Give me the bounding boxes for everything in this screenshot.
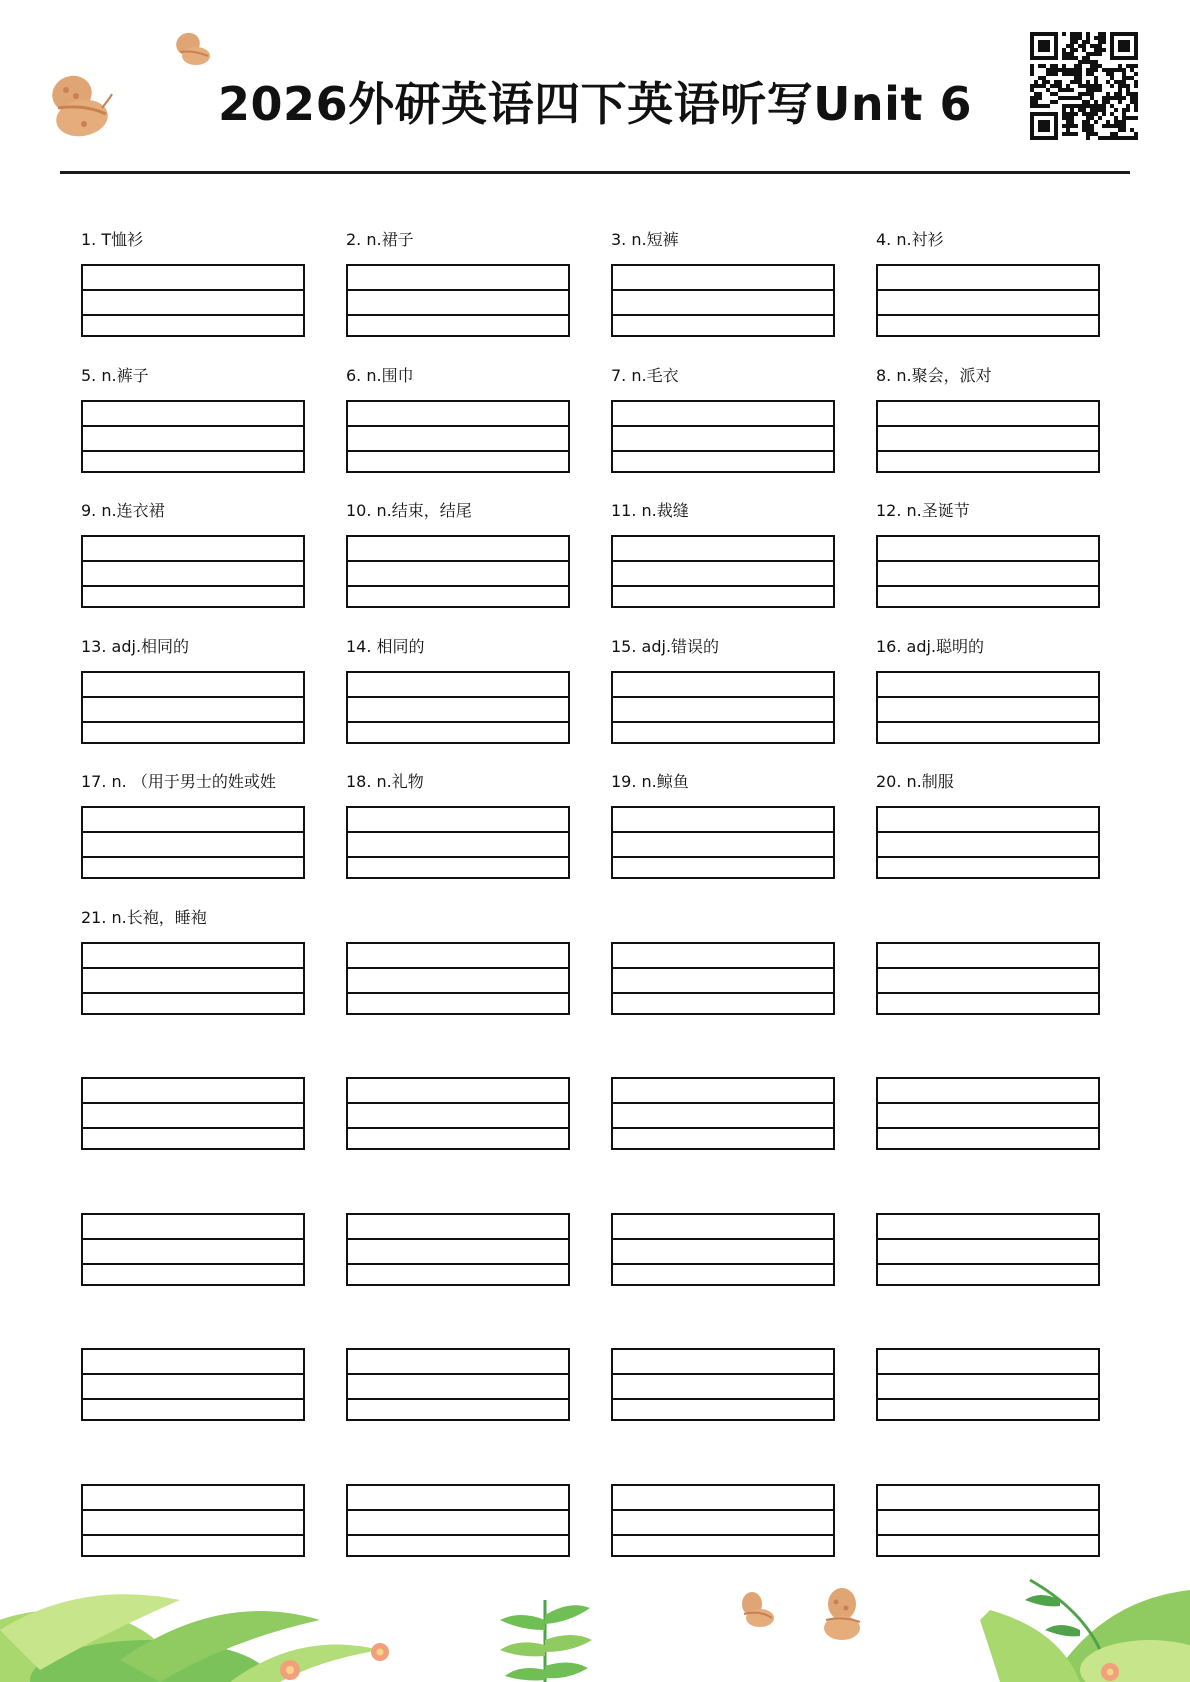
writing-guideline — [613, 1373, 833, 1375]
writing-guideline — [878, 1127, 1098, 1129]
writing-guideline — [83, 856, 303, 858]
item-prompt: 16. adj.聪明的 — [876, 637, 985, 656]
writing-guideline — [613, 856, 833, 858]
item-prompt: 13. adj.相同的 — [81, 637, 190, 656]
writing-guideline — [348, 450, 568, 452]
dictation-item — [876, 1449, 1104, 1557]
answer-writing-box[interactable] — [346, 400, 570, 473]
dictation-item — [611, 1313, 839, 1421]
dictation-item — [81, 1042, 309, 1150]
answer-writing-box[interactable] — [81, 942, 305, 1015]
writing-guideline — [83, 992, 303, 994]
answer-writing-box[interactable] — [346, 535, 570, 608]
dictation-item — [611, 907, 839, 1015]
writing-guideline — [613, 1238, 833, 1240]
answer-writing-box[interactable] — [876, 806, 1100, 879]
dictation-item — [876, 1042, 1104, 1150]
writing-guideline — [348, 1238, 568, 1240]
writing-guideline — [348, 585, 568, 587]
dictation-item — [611, 500, 839, 608]
dictation-item — [346, 771, 574, 879]
item-prompt: 6. n.围巾 — [346, 366, 414, 385]
writing-guideline — [613, 1127, 833, 1129]
writing-guideline — [348, 1373, 568, 1375]
dictation-item — [346, 229, 574, 337]
writing-guideline — [83, 314, 303, 316]
answer-writing-box[interactable] — [346, 1077, 570, 1150]
butterfly-icon — [44, 68, 114, 140]
dictation-item — [81, 1178, 309, 1286]
answer-writing-box[interactable] — [81, 264, 305, 337]
dictation-item — [81, 500, 309, 608]
item-prompt — [346, 1313, 574, 1335]
item-prompt: 19. n.鲸鱼 — [611, 772, 689, 791]
answer-writing-box[interactable] — [876, 1484, 1100, 1557]
writing-guideline — [613, 450, 833, 452]
answer-writing-box[interactable] — [611, 1213, 835, 1286]
answer-writing-box[interactable] — [876, 1213, 1100, 1286]
item-prompt — [611, 907, 839, 929]
answer-writing-box[interactable] — [81, 1484, 305, 1557]
item-prompt — [611, 1042, 839, 1064]
writing-guideline — [878, 289, 1098, 291]
answer-writing-box[interactable] — [346, 671, 570, 744]
page-title: 2026外研英语四下英语听写Unit 6 — [218, 77, 972, 131]
answer-writing-box[interactable] — [346, 806, 570, 879]
qr-code-icon — [1030, 32, 1138, 140]
writing-guideline — [613, 560, 833, 562]
item-prompt: 18. n.礼物 — [346, 772, 424, 791]
dictation-item — [346, 907, 574, 1015]
answer-writing-box[interactable] — [346, 1348, 570, 1421]
writing-guideline — [613, 1509, 833, 1511]
writing-guideline — [878, 585, 1098, 587]
writing-guideline — [878, 1373, 1098, 1375]
writing-guideline — [83, 1238, 303, 1240]
item-prompt: 15. adj.错误的 — [611, 637, 720, 656]
answer-writing-box[interactable] — [611, 1077, 835, 1150]
writing-guideline — [83, 450, 303, 452]
writing-guideline — [878, 450, 1098, 452]
answer-writing-box[interactable] — [876, 671, 1100, 744]
answer-writing-box[interactable] — [346, 1213, 570, 1286]
writing-guideline — [613, 967, 833, 969]
answer-writing-box[interactable] — [611, 400, 835, 473]
writing-guideline — [348, 967, 568, 969]
writing-guideline — [83, 967, 303, 969]
item-prompt: 2. n.裙子 — [346, 230, 414, 249]
writing-guideline — [613, 1534, 833, 1536]
answer-writing-box[interactable] — [876, 942, 1100, 1015]
dictation-item — [346, 1042, 574, 1150]
dictation-item — [876, 636, 1104, 744]
dictation-item — [611, 1178, 839, 1286]
writing-guideline — [878, 1534, 1098, 1536]
item-prompt — [876, 907, 1104, 929]
writing-guideline — [613, 314, 833, 316]
answer-writing-box[interactable] — [876, 400, 1100, 473]
item-prompt — [346, 1042, 574, 1064]
writing-guideline — [348, 1102, 568, 1104]
dictation-item — [81, 365, 309, 473]
item-prompt: 10. n.结束，结尾 — [346, 501, 472, 520]
dictation-item — [81, 1313, 309, 1421]
writing-guideline — [878, 425, 1098, 427]
dictation-item — [876, 365, 1104, 473]
item-prompt: 21. n.长袍，睡袍 — [81, 908, 207, 927]
writing-guideline — [878, 856, 1098, 858]
writing-guideline — [348, 1534, 568, 1536]
writing-guideline — [83, 696, 303, 698]
item-prompt — [81, 1313, 309, 1335]
dictation-item — [876, 229, 1104, 337]
writing-guideline — [878, 1398, 1098, 1400]
writing-guideline — [613, 1263, 833, 1265]
dictation-item — [81, 907, 309, 1015]
writing-guideline — [878, 992, 1098, 994]
writing-guideline — [348, 696, 568, 698]
answer-writing-box[interactable] — [611, 806, 835, 879]
item-prompt — [876, 1042, 1104, 1064]
item-prompt — [876, 1449, 1104, 1471]
answer-writing-box[interactable] — [611, 942, 835, 1015]
answer-writing-box[interactable] — [81, 1077, 305, 1150]
dictation-item — [876, 1313, 1104, 1421]
writing-guideline — [348, 289, 568, 291]
dictation-item — [81, 636, 309, 744]
writing-guideline — [83, 425, 303, 427]
writing-guideline — [613, 425, 833, 427]
answer-writing-box[interactable] — [611, 1484, 835, 1557]
item-prompt: 20. n.制服 — [876, 772, 954, 791]
butterfly-icon — [172, 28, 214, 68]
item-prompt — [346, 1178, 574, 1200]
dictation-item — [876, 1178, 1104, 1286]
writing-guideline — [348, 721, 568, 723]
writing-guideline — [878, 831, 1098, 833]
item-prompt: 4. n.衬衫 — [876, 230, 944, 249]
answer-writing-box[interactable] — [81, 400, 305, 473]
answer-writing-box[interactable] — [611, 264, 835, 337]
writing-guideline — [878, 696, 1098, 698]
item-prompt — [876, 1313, 1104, 1335]
dictation-item — [346, 500, 574, 608]
answer-writing-box[interactable] — [346, 1484, 570, 1557]
writing-guideline — [348, 1398, 568, 1400]
answer-writing-box[interactable] — [876, 264, 1100, 337]
answer-writing-box[interactable] — [346, 264, 570, 337]
answer-writing-box[interactable] — [81, 1348, 305, 1421]
writing-guideline — [83, 1373, 303, 1375]
dictation-item — [876, 500, 1104, 608]
writing-guideline — [878, 314, 1098, 316]
answer-writing-box[interactable] — [81, 535, 305, 608]
item-prompt: 7. n.毛衣 — [611, 366, 679, 385]
dictation-item — [611, 1042, 839, 1150]
writing-guideline — [348, 992, 568, 994]
item-prompt: 9. n.连衣裙 — [81, 501, 165, 520]
answer-writing-box[interactable] — [876, 1348, 1100, 1421]
writing-guideline — [83, 1398, 303, 1400]
dictation-item — [81, 1449, 309, 1557]
dictation-item — [346, 1313, 574, 1421]
writing-guideline — [613, 289, 833, 291]
writing-guideline — [878, 967, 1098, 969]
item-prompt — [81, 1449, 309, 1471]
writing-guideline — [83, 585, 303, 587]
writing-guideline — [348, 856, 568, 858]
writing-guideline — [613, 1398, 833, 1400]
item-prompt — [81, 1178, 309, 1200]
writing-guideline — [878, 1509, 1098, 1511]
writing-guideline — [348, 831, 568, 833]
writing-guideline — [83, 831, 303, 833]
writing-guideline — [83, 1534, 303, 1536]
item-prompt: 5. n.裤子 — [81, 366, 149, 385]
writing-guideline — [348, 425, 568, 427]
item-prompt — [81, 1042, 309, 1064]
dictation-item — [611, 1449, 839, 1557]
writing-guideline — [83, 721, 303, 723]
dictation-item — [346, 365, 574, 473]
dictation-item — [611, 229, 839, 337]
writing-guideline — [83, 1127, 303, 1129]
item-prompt — [346, 1449, 574, 1471]
writing-guideline — [83, 1102, 303, 1104]
writing-guideline — [83, 1263, 303, 1265]
dictation-item — [611, 636, 839, 744]
writing-guideline — [613, 1102, 833, 1104]
header-divider — [60, 171, 1130, 174]
leaf-foliage-icon — [0, 1560, 1190, 1682]
item-prompt: 11. n.裁缝 — [611, 501, 689, 520]
dictation-item — [876, 907, 1104, 1015]
item-prompt — [611, 1313, 839, 1335]
answer-writing-box[interactable] — [81, 1213, 305, 1286]
writing-guideline — [878, 560, 1098, 562]
item-prompt: 12. n.圣诞节 — [876, 501, 970, 520]
item-prompt — [611, 1449, 839, 1471]
answer-writing-box[interactable] — [876, 535, 1100, 608]
answer-writing-box[interactable] — [876, 1077, 1100, 1150]
writing-guideline — [613, 721, 833, 723]
dictation-item — [346, 636, 574, 744]
writing-guideline — [348, 1509, 568, 1511]
dictation-item — [876, 771, 1104, 879]
writing-guideline — [878, 1102, 1098, 1104]
writing-guideline — [878, 1238, 1098, 1240]
writing-guideline — [83, 1509, 303, 1511]
item-prompt: 14. 相同的 — [346, 637, 425, 656]
writing-guideline — [83, 560, 303, 562]
writing-guideline — [613, 831, 833, 833]
writing-guideline — [878, 1263, 1098, 1265]
writing-guideline — [613, 585, 833, 587]
writing-guideline — [348, 560, 568, 562]
item-prompt: 17. n. （用于男士的姓或姓 — [81, 772, 276, 791]
writing-guideline — [613, 992, 833, 994]
dictation-item — [81, 771, 309, 879]
answer-writing-box[interactable] — [611, 1348, 835, 1421]
item-prompt — [611, 1178, 839, 1200]
writing-guideline — [613, 696, 833, 698]
item-prompt: 3. n.短裤 — [611, 230, 679, 249]
dictation-item — [611, 771, 839, 879]
dictation-item — [611, 365, 839, 473]
answer-writing-box[interactable] — [611, 535, 835, 608]
dictation-item — [346, 1449, 574, 1557]
item-prompt — [346, 907, 574, 929]
writing-guideline — [348, 1127, 568, 1129]
answer-writing-box[interactable] — [81, 671, 305, 744]
item-prompt: 8. n.聚会，派对 — [876, 366, 992, 385]
answer-writing-box[interactable] — [611, 671, 835, 744]
item-prompt: 1. T恤衫 — [81, 230, 144, 249]
writing-guideline — [348, 1263, 568, 1265]
writing-guideline — [83, 289, 303, 291]
dictation-item — [346, 1178, 574, 1286]
dictation-item — [81, 229, 309, 337]
answer-writing-box[interactable] — [346, 942, 570, 1015]
answer-writing-box[interactable] — [81, 806, 305, 879]
writing-guideline — [878, 721, 1098, 723]
writing-guideline — [348, 314, 568, 316]
item-prompt — [876, 1178, 1104, 1200]
